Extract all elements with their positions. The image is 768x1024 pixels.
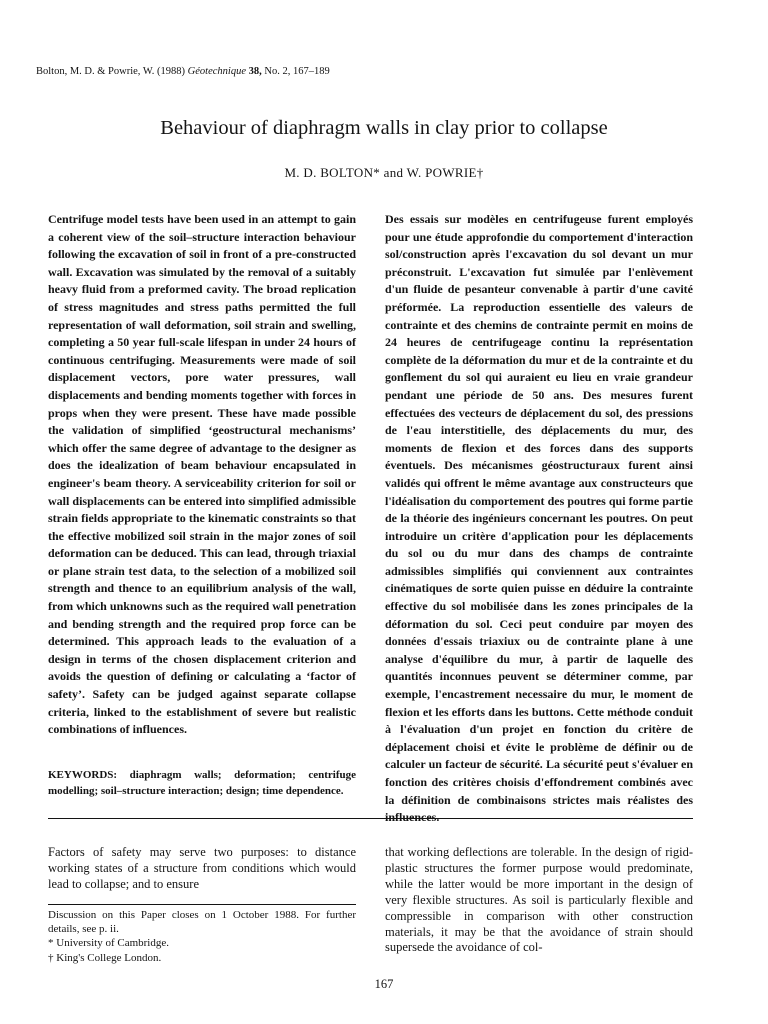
- author-line: M. D. BOLTON* and W. POWRIE†: [284, 165, 484, 180]
- citation-issue-pages: No. 2, 167–189: [264, 66, 330, 77]
- citation-authors: Bolton, M. D. & Powrie, W. (1988): [36, 66, 186, 77]
- footnote-divider: [48, 904, 356, 905]
- footnotes: [48, 908, 356, 965]
- body-text-left: Factors of safety may serve two purposes: to distance working states of a structure from conditions which would lead to collapse; and to ensure: [48, 845, 356, 891]
- footnote-kings: † King's College London.: [48, 951, 162, 964]
- abstract-french: Des essais sur modèles en centrifugeuse furent employés pour une étude approfondie du comportement d'interaction sol/construction après l'excavation du sol devant un mur préconstruit. L'excavation fut simulée par l'enlèvement d'un fluide de pesanteur convenable à partir d'une cavité préformée. La reproduction essentielle des valeurs de contrainte et des chemins de contrainte permit en moins de 24 heures de centrifugeage continu la représentation complète de la déformation du mur et de la contrainte et du gonflement du sol qui auraient eu lieu en vraie grandeur pendant une période de 50 ans. Des mesures furent effectuées des vecteurs de déplacement du sol, des pressions de l'eau interstitielle, des déplacements du mur, des moments de flexion et des forces dans des supports éventuels. Des mécanismes géostructuraux furent ainsi validés qui offrent le même avantage aux constructeurs que l'idéalisation du comportement des poutres qui forme partie de la théorie des ingénieurs concernant les poutres. On peut introduire un critère d'application pour les déplacements du sol ou du mur dans des champs de contrainte admissibles simplifiés qui conviennent aux contraintes cinématiques de sorte quien puisse en déduire la contrainte effective du sol mobilisée dans les zones principales de la déformation du sol. Ceci peut conduire par moyen des données d'essais triaxiux ou de contrainte plane à une analyse d'équilibre du mur, à partir de laquelle des quantités inconnues peuvent se déterminer comme, par exemple, l'encastrement necessaire du mur, le moment de flexion et les efforts dans les buttons. Cette méthode conduit à l'évaluation d'un projet en fonction du critère de déplacement choisi et évite le problème de définir ou de calculer un facteur de sécurité. La sécurité peut s'évaluer en fonction des critères choisis d'effondrement combinés avec la définition de combinaisons strictes mais réalistes des influences.: [385, 212, 693, 825]
- abstract-english: Centrifuge model tests have been used in an attempt to gain a coherent view of the soil–structure interaction behaviour following the excavation of soil in front of a pre-constructed wall. Excavation was simulated by the removal of a suitably heavy fluid from a preformed cavity. The broad replication of stress magnitudes and stress paths permitted the full representation of wall deformation, soil strain and swelling, completing a 50 year full-scale lifespan in under 24 hours of continuous centrifuging. Measurements were made of soil displacement vectors, pore water pressures, wall displacements and bending moments together with forces in props when they were present. These have made possible the validation of simplified ‘geostructural mechanisms’ which offer the same degree of advantage to the designer as does the idealization of beam behaviour encapsulated in engineer's beam theory. A serviceability criterion for soil or wall displacements can be entered into simplified admissible strain fields appropriate to the kinematic constraints so that the effective mobilized soil strain in the major zones of soil deformation can be deduced. This can lead, through triaxial or plane strain test data, to the selection of a mobilized soil strength and thence to an equilibrium analysis of the wall, from which unknowns such as the required wall penetration and bending strength and the required prop force can be determined. This approach leads to the evaluation of a design in terms of the chosen displacement criterion and avoids the question of defining or calculating a ‘factor of safety’. Safety can be judged against separate collapse criteria, linked to the establishment of severe but realistic combinations of influences.: [48, 212, 356, 737]
- citation-line: [36, 66, 330, 77]
- paper-title: Behaviour of diaphragm walls in clay prior to collapse: [160, 117, 608, 139]
- body-text-right: that working deflections are tolerable. In the design of rigid-plastic structures the former purpose would predominate, while the latter would be more important in the design of very flexible structures. As soil is particularly flexible and compressible in comparison with other construction materials, it may be that the avoidance of strain should supersede the avoidance of col-: [385, 845, 693, 955]
- footnote-cambridge: * University of Cambridge.: [48, 937, 169, 950]
- citation-volume: 38,: [248, 66, 262, 77]
- keywords: KEYWORDS: diaphragm walls; deformation; centrifuge modelling; soil–structure interaction; design; time dependence.: [48, 769, 356, 797]
- section-divider: [48, 818, 693, 819]
- footnote-discussion: Discussion on this Paper closes on 1 October 1988. For further details, see p. ii.: [48, 909, 356, 936]
- page-number: 167: [374, 977, 394, 991]
- citation-journal: Géotechnique: [187, 66, 246, 77]
